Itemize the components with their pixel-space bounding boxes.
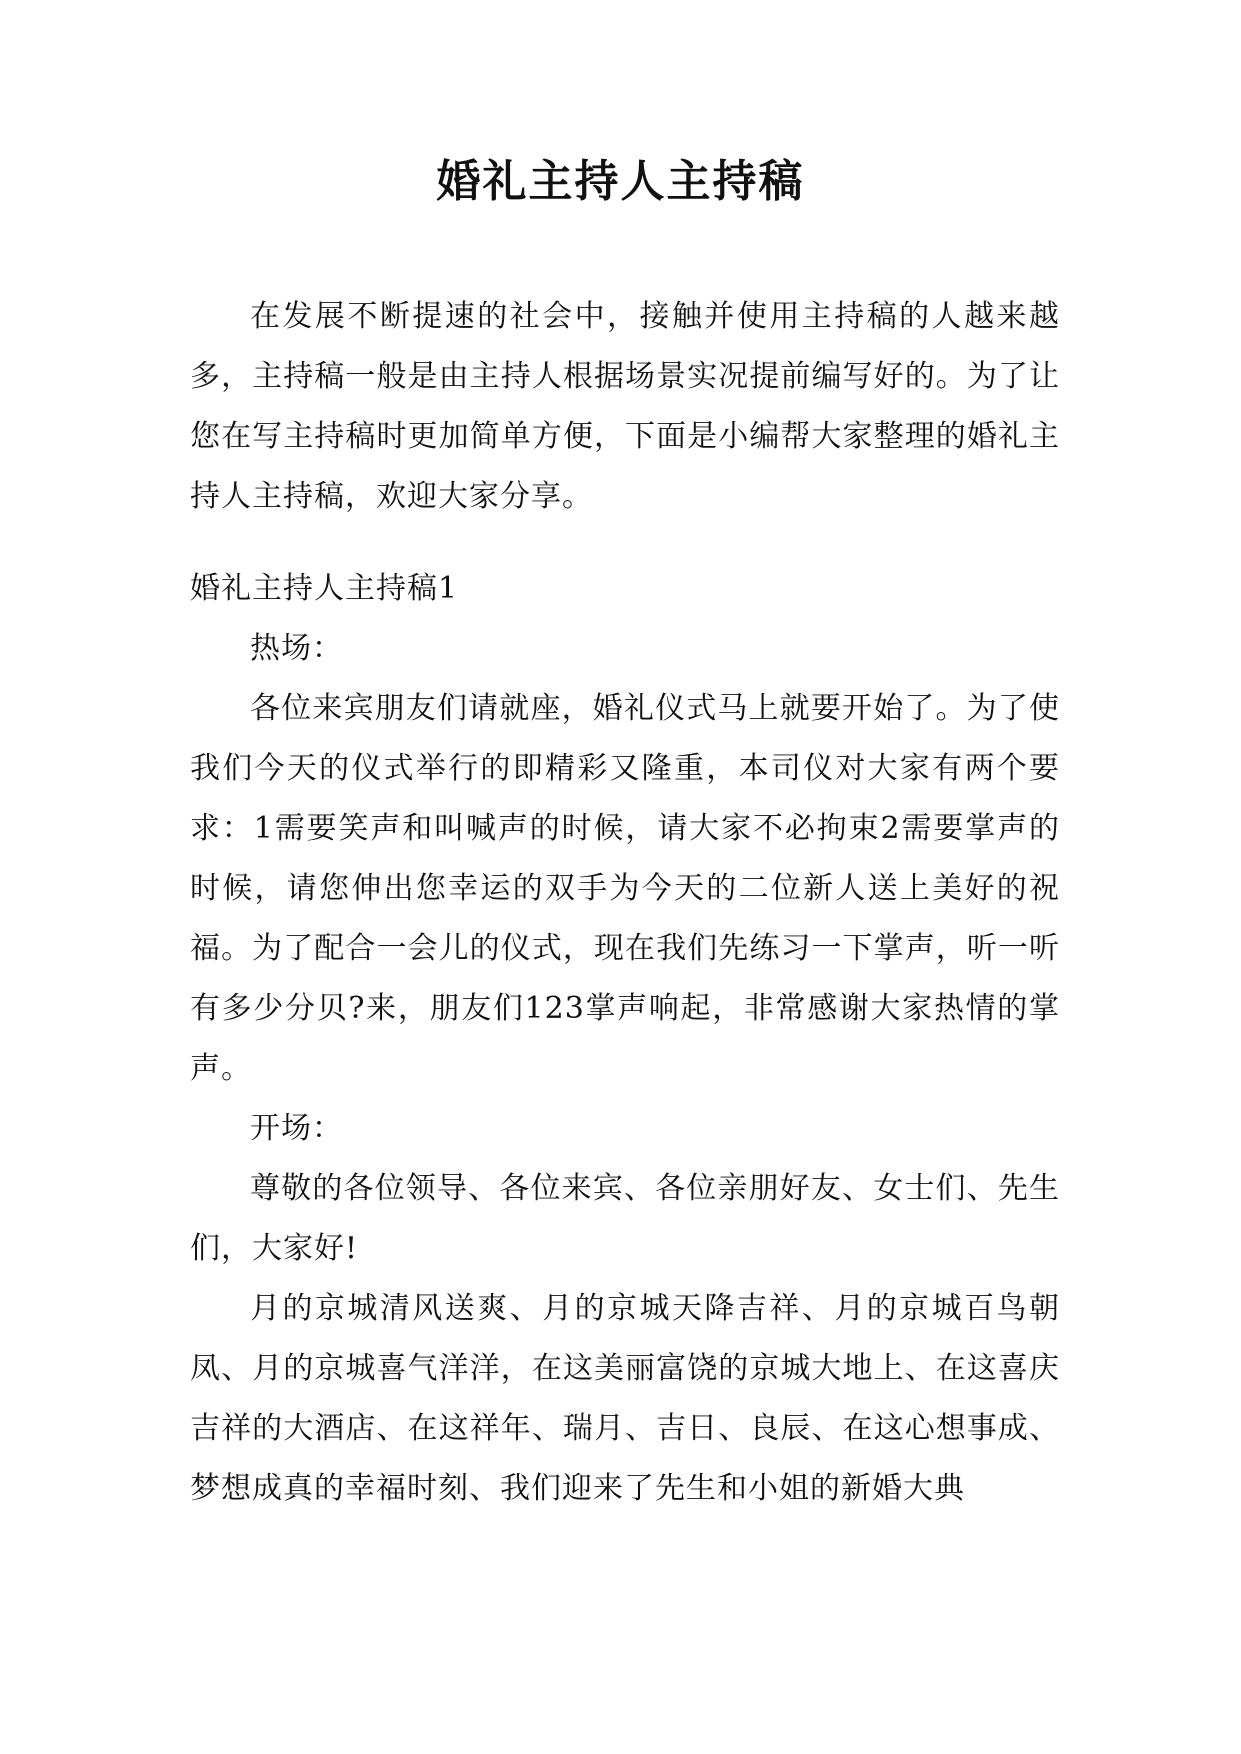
opening-label: 开场：	[250, 1111, 343, 1146]
section-heading: 婚礼主持人主持稿1	[190, 571, 459, 606]
opening-greeting-paragraph: 尊敬的各位领导、各位来宾、各位亲朋好友、女士们、先生们，大家好!	[190, 1171, 1060, 1266]
intro-paragraph: 在发展不断提速的社会中，接触并使用主持稿的人越来越多，主持稿一般是由主持人根据场景实况提前编写好的。为了让您在写主持稿时更加简单方便，下面是小编帮大家整理的婚礼主持人主持稿，欢迎大家分享。	[190, 299, 1060, 514]
opening-paragraph: 月的京城清风送爽、月的京城天降吉祥、月的京城百鸟朝凤、月的京城喜气洋洋，在这美丽富饶的京城大地上、在这喜庆吉祥的大酒店、在这祥年、瑞月、吉日、良辰、在这心想事成、梦想成真的幸福时刻、我们迎来了先生和小姐的新婚大典	[190, 1291, 1060, 1506]
warmup-paragraph: 各位来宾朋友们请就座，婚礼仪式马上就要开始了。为了使我们今天的仪式举行的即精彩又隆重，本司仪对大家有两个要求：1需要笑声和叫喊声的时候，请大家不必拘束2需要掌声的时候，请您伸出您幸运的双手为今天的二位新人送上美好的祝福。为了配合一会儿的仪式，现在我们先练习一下掌声，听一听有多少分贝?来，朋友们123掌声响起，非常感谢大家热情的掌声。	[190, 691, 1060, 1086]
document-body	[190, 287, 1060, 1519]
document-title: 婚礼主持人主持稿	[436, 156, 805, 207]
paragraph-spacer	[190, 527, 1060, 559]
warmup-label: 热场：	[250, 631, 343, 666]
